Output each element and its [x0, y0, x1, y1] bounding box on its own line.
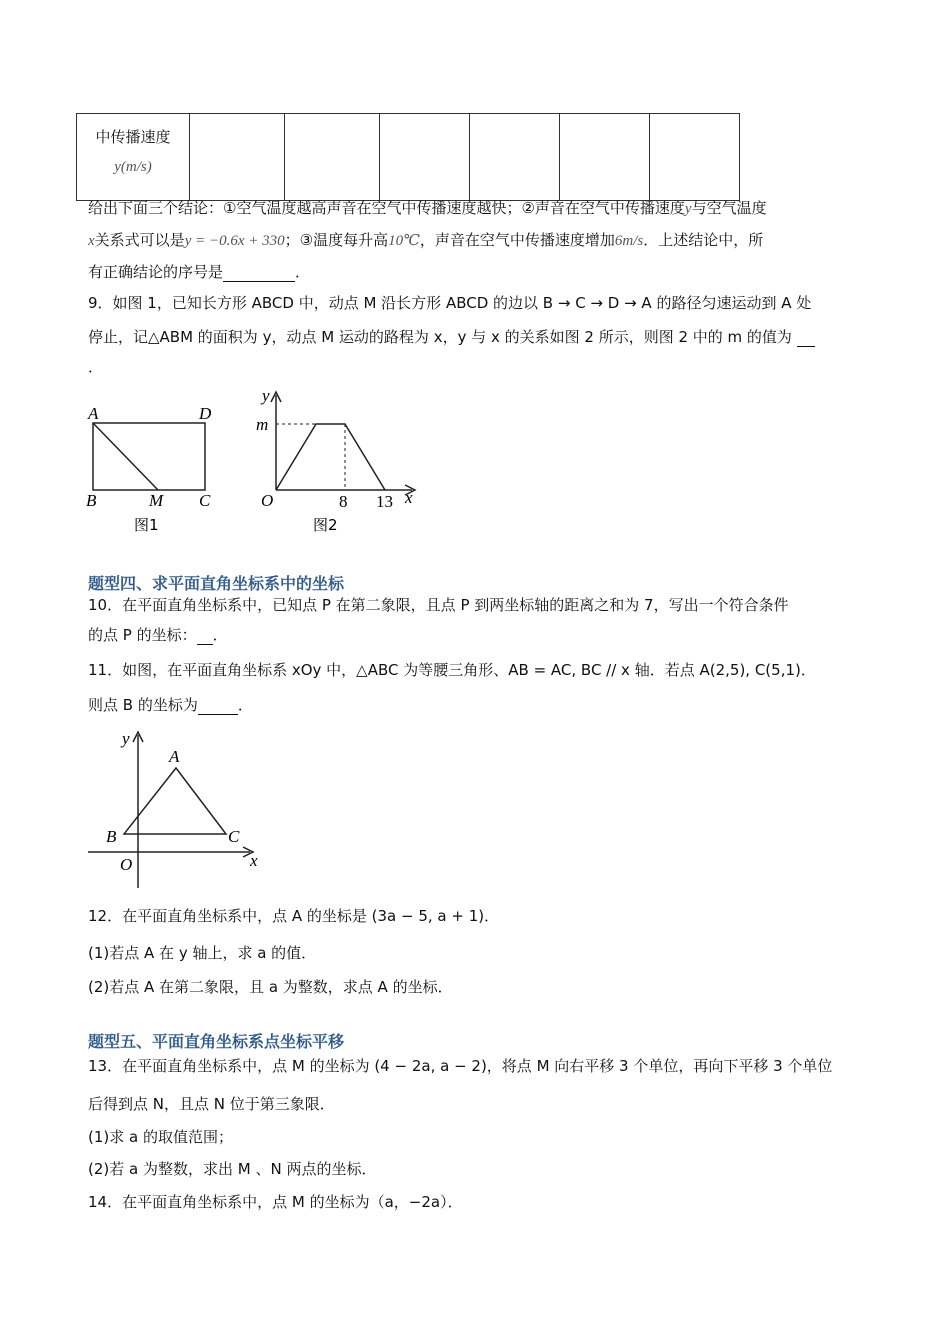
- q11-line2: 则点 B 的坐标为 ．: [88, 696, 253, 714]
- row-unit: y(m/s): [114, 159, 152, 175]
- answer-blank[interactable]: [223, 263, 295, 282]
- label-b: B: [86, 491, 97, 510]
- label-c: C: [228, 827, 240, 846]
- label-m: M: [149, 491, 164, 510]
- answer-blank[interactable]: [797, 328, 815, 347]
- label-m: m: [256, 415, 269, 434]
- q8-line2: x关系式可以是y = −0.6x + 330；③温度每升高10℃，声音在空气中传播速度增加6m/s．上述结论中，所: [88, 231, 764, 249]
- answer-blank[interactable]: [198, 696, 238, 715]
- label-y: y: [122, 729, 130, 748]
- label-d: D: [199, 404, 212, 423]
- table-row-label: [77, 114, 190, 201]
- table-cell: [285, 114, 380, 201]
- table-cell: [190, 114, 285, 201]
- q9-line3: ．: [88, 358, 104, 376]
- label-a: A: [88, 404, 99, 423]
- q13-line2: 后得到点 N，且点 N 位于第三象限．: [88, 1095, 335, 1113]
- section-heading-5: 题型五、平面直角坐标系点坐标平移: [88, 1032, 345, 1051]
- q8-line1: 给出下面三个结论：①空气温度越高声音在空气中传播速度越快；②声音在空气中传播速度y与空气温度: [88, 199, 767, 217]
- label-c: C: [199, 491, 211, 510]
- label-y: y: [262, 386, 270, 405]
- q10-line2: 的点 P 的坐标： ．: [88, 626, 228, 644]
- q12-part1: (1)若点 A 在 y 轴上，求 a 的值．: [88, 944, 317, 962]
- q9-line2: 停止，记△ABM 的面积为 y，动点 M 运动的路程为 x，y 与 x 的关系如图 2 所示，则图 2 中的 m 的值为: [88, 326, 815, 347]
- caption-fig2: 图2: [313, 516, 338, 534]
- table-cell: [380, 114, 470, 201]
- q13-part2: (2)若 a 为整数，求出 M 、N 两点的坐标．: [88, 1160, 377, 1178]
- label-b: B: [106, 827, 117, 846]
- q9-line1: 9．如图 1，已知长方形 ABCD 中，动点 M 沿长方形 ABCD 的边以 B → C → D → A 的路径匀速运动到 A 处: [88, 294, 812, 312]
- table-cell: [650, 114, 740, 201]
- label-o: O: [261, 491, 274, 510]
- table-cell: [560, 114, 650, 201]
- q12-part2: (2)若点 A 在第二象限，且 a 为整数，求点 A 的坐标．: [88, 978, 453, 996]
- q8-line3: 有正确结论的序号是 ．: [88, 263, 311, 281]
- label-8: 8: [339, 492, 348, 511]
- speed-table: [76, 113, 740, 201]
- q11-line1: 11．如图，在平面直角坐标系 xOy 中，△ABC 为等腰三角形、AB = AC, BC // x 轴．若点 A(2,5), C(5,1)．: [88, 661, 816, 679]
- section-heading-4: 题型四、求平面直角坐标系中的坐标: [88, 574, 345, 593]
- answer-blank[interactable]: [197, 626, 213, 645]
- table-cell: [470, 114, 560, 201]
- q10-line1: 10．在平面直角坐标系中，已知点 P 在第二象限，且点 P 到两坐标轴的距离之和为 7，写出一个符合条件: [88, 596, 789, 614]
- caption-fig1: 图1: [134, 516, 159, 534]
- graph-line: [276, 424, 385, 490]
- label-13: 13: [376, 492, 393, 511]
- label-x: x: [405, 488, 413, 507]
- label-x: x: [250, 851, 258, 870]
- q14-line1: 14．在平面直角坐标系中，点 M 的坐标为（a，−2a）．: [88, 1193, 463, 1211]
- row-label: 中传播速度: [95, 128, 171, 146]
- segment-am: [93, 423, 158, 490]
- label-o: O: [120, 855, 133, 874]
- q12-line1: 12．在平面直角坐标系中，点 A 的坐标是 (3a − 5, a + 1)．: [88, 907, 500, 925]
- q13-part1: (1)求 a 的取值范围；: [88, 1128, 233, 1146]
- label-a: A: [169, 747, 180, 766]
- triangle-abc: [124, 768, 226, 834]
- q13-line1: 13．在平面直角坐标系中，点 M 的坐标为 (4 − 2a, a − 2)，将点 M 向右平移 3 个单位，再向下平移 3 个单位: [88, 1057, 833, 1075]
